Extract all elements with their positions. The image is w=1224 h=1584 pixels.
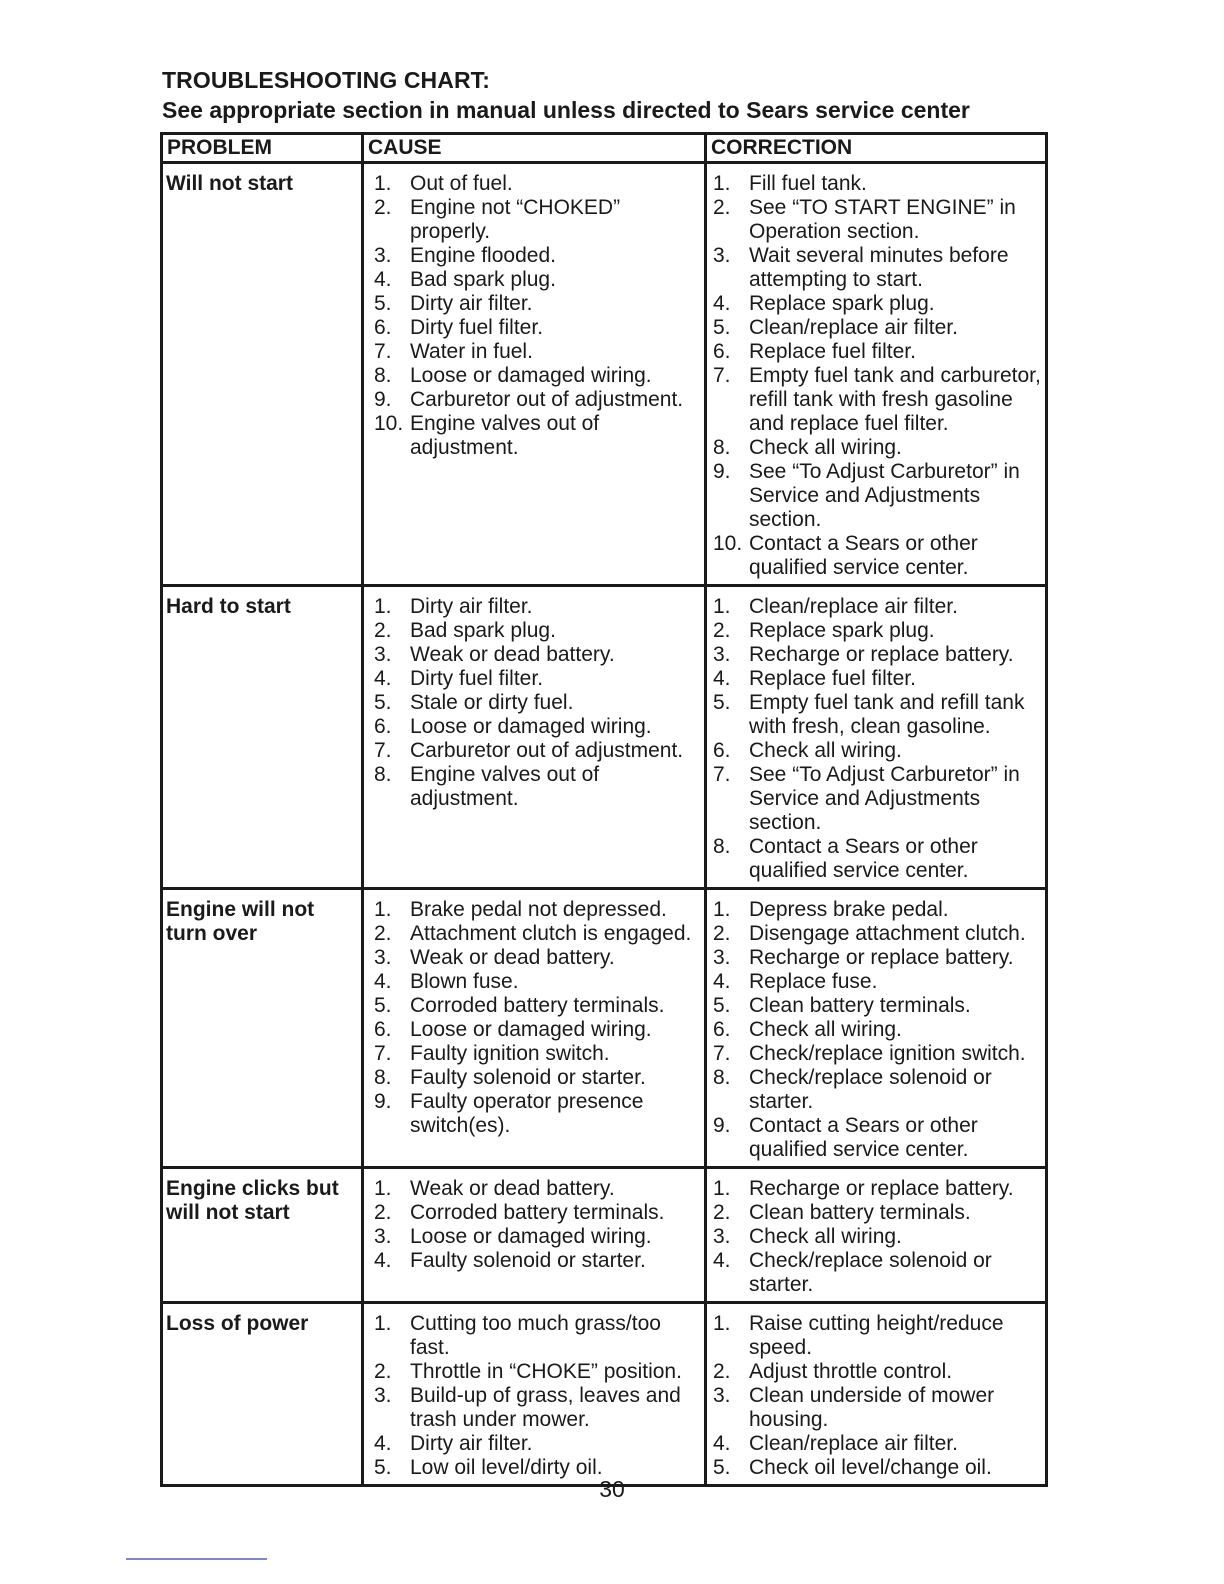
list-item bbox=[364, 1225, 704, 1249]
correction-list bbox=[707, 172, 1045, 580]
item-number: 6. bbox=[374, 715, 392, 738]
item-text: Recharge or replace battery. bbox=[749, 946, 1014, 969]
item-number: 2. bbox=[374, 1201, 392, 1224]
list-item bbox=[364, 1042, 704, 1066]
list-item bbox=[707, 436, 1045, 460]
item-number: 2. bbox=[374, 1360, 392, 1383]
table-row bbox=[162, 163, 1047, 586]
item-text: Corroded battery terminals. bbox=[410, 994, 665, 1017]
item-text: Replace spark plug. bbox=[749, 619, 935, 642]
item-text: Faulty ignition switch. bbox=[410, 1042, 610, 1065]
correction-cell bbox=[706, 163, 1047, 586]
header-cause: CAUSE bbox=[363, 134, 706, 163]
item-text: Attachment clutch is engaged. bbox=[410, 922, 692, 945]
item-text: Clean/replace air filter. bbox=[749, 595, 958, 618]
item-number: 1. bbox=[374, 898, 392, 921]
item-text: Empty fuel tank and carburetor, refill tank with fresh gasoline and replace fuel filter. bbox=[749, 364, 1041, 435]
item-number: 1. bbox=[713, 1177, 731, 1200]
list-item bbox=[707, 946, 1045, 970]
item-text: Empty fuel tank and refill tank with fresh, clean gasoline. bbox=[749, 691, 1025, 738]
item-number: 2. bbox=[713, 196, 731, 219]
item-number: 4. bbox=[713, 1432, 731, 1455]
header-correction: CORRECTION bbox=[706, 134, 1047, 163]
item-number: 10. bbox=[713, 532, 743, 555]
item-text: Dirty air filter. bbox=[410, 595, 533, 618]
item-text: Check all wiring. bbox=[749, 436, 902, 459]
list-item bbox=[707, 1042, 1045, 1066]
item-number: 5. bbox=[713, 1456, 731, 1479]
item-text: Depress brake pedal. bbox=[749, 898, 949, 921]
cause-cell bbox=[363, 1303, 706, 1486]
correction-list bbox=[707, 1177, 1045, 1297]
item-number: 4. bbox=[374, 1432, 392, 1455]
list-item bbox=[707, 1360, 1045, 1384]
item-text: Wait several minutes before attempting to start. bbox=[749, 244, 1009, 291]
list-item bbox=[707, 340, 1045, 364]
list-item bbox=[707, 739, 1045, 763]
item-number: 8. bbox=[713, 1066, 731, 1089]
list-item bbox=[364, 739, 704, 763]
table-row bbox=[162, 1168, 1047, 1303]
footer-rule bbox=[126, 1558, 267, 1560]
list-item bbox=[707, 922, 1045, 946]
item-number: 2. bbox=[374, 196, 392, 219]
list-item bbox=[364, 412, 704, 460]
item-number: 6. bbox=[374, 1018, 392, 1041]
item-text: Water in fuel. bbox=[410, 340, 533, 363]
list-item bbox=[364, 619, 704, 643]
item-text: Check/replace solenoid or starter. bbox=[749, 1249, 992, 1296]
list-item bbox=[364, 1432, 704, 1456]
item-number: 1. bbox=[374, 1312, 392, 1335]
correction-cell bbox=[706, 1168, 1047, 1303]
list-item bbox=[707, 1225, 1045, 1249]
list-item bbox=[364, 595, 704, 619]
page-number: 30 bbox=[599, 1476, 625, 1502]
item-text: Replace spark plug. bbox=[749, 292, 935, 315]
item-text: Weak or dead battery. bbox=[410, 946, 615, 969]
item-number: 2. bbox=[713, 619, 731, 642]
correction-cell bbox=[706, 586, 1047, 889]
list-item bbox=[707, 1018, 1045, 1042]
cause-list bbox=[364, 595, 704, 811]
list-item bbox=[707, 691, 1045, 739]
item-text: Weak or dead battery. bbox=[410, 1177, 615, 1200]
chart-subtitle: See appropriate section in manual unless directed to Sears service center bbox=[162, 97, 970, 123]
item-text: Engine flooded. bbox=[410, 244, 556, 267]
item-number: 6. bbox=[374, 316, 392, 339]
list-item bbox=[707, 196, 1045, 244]
list-item bbox=[364, 364, 704, 388]
list-item bbox=[364, 970, 704, 994]
problem-cell: Engine will not turn over bbox=[162, 889, 363, 1168]
item-number: 3. bbox=[713, 946, 731, 969]
item-number: 2. bbox=[374, 619, 392, 642]
item-text: Check/replace ignition switch. bbox=[749, 1042, 1026, 1065]
item-text: Dirty fuel filter. bbox=[410, 667, 544, 690]
list-item bbox=[707, 1384, 1045, 1432]
list-item bbox=[364, 340, 704, 364]
problem-cell: Hard to start bbox=[162, 586, 363, 889]
list-item bbox=[364, 172, 704, 196]
item-number: 3. bbox=[374, 1384, 392, 1407]
list-item bbox=[364, 292, 704, 316]
cause-cell bbox=[363, 586, 706, 889]
item-number: 2. bbox=[713, 1360, 731, 1383]
item-number: 3. bbox=[374, 1225, 392, 1248]
item-number: 7. bbox=[713, 1042, 731, 1065]
item-text: Contact a Sears or other qualified service center. bbox=[749, 1114, 978, 1161]
list-item bbox=[364, 643, 704, 667]
list-item bbox=[707, 619, 1045, 643]
list-item bbox=[364, 244, 704, 268]
item-text: Fill fuel tank. bbox=[749, 172, 867, 195]
item-text: Contact a Sears or other qualified service center. bbox=[749, 835, 978, 882]
cause-list bbox=[364, 172, 704, 460]
item-number: 5. bbox=[374, 1456, 392, 1479]
item-text: Replace fuel filter. bbox=[749, 667, 916, 690]
problem-cell: Loss of power bbox=[162, 1303, 363, 1486]
item-number: 6. bbox=[713, 739, 731, 762]
list-item bbox=[364, 946, 704, 970]
cause-list bbox=[364, 1177, 704, 1273]
list-item bbox=[364, 763, 704, 811]
item-number: 1. bbox=[713, 595, 731, 618]
cause-cell bbox=[363, 163, 706, 586]
item-number: 5. bbox=[713, 994, 731, 1017]
list-item bbox=[364, 898, 704, 922]
item-number: 3. bbox=[713, 643, 731, 666]
list-item bbox=[707, 316, 1045, 340]
item-text: Engine not “CHOKED” properly. bbox=[410, 196, 621, 243]
list-item bbox=[707, 292, 1045, 316]
list-item bbox=[707, 970, 1045, 994]
table-row bbox=[162, 889, 1047, 1168]
list-item bbox=[707, 1066, 1045, 1114]
item-text: Clean battery terminals. bbox=[749, 994, 971, 1017]
list-item bbox=[707, 1201, 1045, 1225]
item-number: 4. bbox=[713, 1249, 731, 1272]
item-text: Brake pedal not depressed. bbox=[410, 898, 667, 921]
item-number: 4. bbox=[374, 970, 392, 993]
item-number: 3. bbox=[374, 946, 392, 969]
item-text: Faulty operator presence switch(es). bbox=[410, 1090, 644, 1137]
item-number: 7. bbox=[374, 739, 392, 762]
item-number: 8. bbox=[374, 1066, 392, 1089]
list-item bbox=[364, 316, 704, 340]
list-item bbox=[364, 1312, 704, 1360]
correction-cell bbox=[706, 889, 1047, 1168]
list-item bbox=[707, 898, 1045, 922]
item-text: Loose or damaged wiring. bbox=[410, 715, 652, 738]
list-item bbox=[707, 364, 1045, 436]
item-number: 7. bbox=[713, 763, 731, 786]
item-text: Check oil level/change oil. bbox=[749, 1456, 992, 1479]
list-item bbox=[707, 835, 1045, 883]
item-text: Bad spark plug. bbox=[410, 268, 556, 291]
list-item bbox=[364, 1249, 704, 1273]
item-number: 5. bbox=[374, 691, 392, 714]
item-number: 3. bbox=[374, 244, 392, 267]
item-number: 7. bbox=[374, 1042, 392, 1065]
item-number: 2. bbox=[713, 922, 731, 945]
item-number: 1. bbox=[713, 1312, 731, 1335]
item-number: 5. bbox=[374, 292, 392, 315]
list-item bbox=[364, 1018, 704, 1042]
item-text: Clean/replace air filter. bbox=[749, 316, 958, 339]
list-item bbox=[707, 1114, 1045, 1162]
item-text: Cutting too much grass/too fast. bbox=[410, 1312, 661, 1359]
item-number: 8. bbox=[713, 835, 731, 858]
item-text: Replace fuel filter. bbox=[749, 340, 916, 363]
item-number: 3. bbox=[713, 1225, 731, 1248]
item-text: Dirty fuel filter. bbox=[410, 316, 544, 339]
item-number: 2. bbox=[374, 922, 392, 945]
table-body bbox=[162, 163, 1047, 1486]
correction-cell bbox=[706, 1303, 1047, 1486]
item-text: Check/replace solenoid or starter. bbox=[749, 1066, 992, 1113]
item-number: 9. bbox=[713, 460, 731, 483]
item-text: Recharge or replace battery. bbox=[749, 1177, 1014, 1200]
item-number: 4. bbox=[713, 292, 731, 315]
chart-title: TROUBLESHOOTING CHART: bbox=[162, 67, 491, 93]
item-number: 4. bbox=[713, 667, 731, 690]
item-number: 1. bbox=[713, 898, 731, 921]
troubleshooting-table bbox=[160, 132, 1048, 1487]
item-text: See “TO START ENGINE” in Operation section. bbox=[749, 196, 1016, 243]
item-number: 10. bbox=[374, 412, 404, 435]
item-text: Clean underside of mower housing. bbox=[749, 1384, 995, 1431]
list-item bbox=[364, 388, 704, 412]
table-row bbox=[162, 586, 1047, 889]
item-text: Out of fuel. bbox=[410, 172, 513, 195]
header-row bbox=[162, 134, 1047, 163]
item-text: Bad spark plug. bbox=[410, 619, 556, 642]
item-text: Recharge or replace battery. bbox=[749, 643, 1014, 666]
item-number: 4. bbox=[374, 1249, 392, 1272]
item-number: 8. bbox=[374, 364, 392, 387]
cause-cell bbox=[363, 1168, 706, 1303]
list-item bbox=[707, 763, 1045, 835]
problem-cell: Will not start bbox=[162, 163, 363, 586]
cause-cell bbox=[363, 889, 706, 1168]
item-number: 6. bbox=[713, 1018, 731, 1041]
list-item bbox=[364, 1090, 704, 1138]
item-text: Disengage attachment clutch. bbox=[749, 922, 1026, 945]
item-number: 8. bbox=[374, 763, 392, 786]
item-text: Carburetor out of adjustment. bbox=[410, 388, 684, 411]
item-text: Weak or dead battery. bbox=[410, 643, 615, 666]
item-text: Clean/replace air filter. bbox=[749, 1432, 958, 1455]
item-text: Replace fuse. bbox=[749, 970, 878, 993]
item-number: 1. bbox=[713, 172, 731, 195]
item-text: Faulty solenoid or starter. bbox=[410, 1066, 646, 1089]
list-item bbox=[364, 1360, 704, 1384]
list-item bbox=[364, 268, 704, 292]
item-number: 7. bbox=[713, 364, 731, 387]
item-number: 5. bbox=[713, 316, 731, 339]
item-text: Adjust throttle control. bbox=[749, 1360, 953, 1383]
table-row bbox=[162, 1303, 1047, 1486]
item-text: Contact a Sears or other qualified service center. bbox=[749, 532, 978, 579]
list-item bbox=[364, 1066, 704, 1090]
header-problem: PROBLEM bbox=[162, 134, 363, 163]
list-item bbox=[707, 172, 1045, 196]
list-item bbox=[364, 691, 704, 715]
item-number: 1. bbox=[374, 595, 392, 618]
item-number: 7. bbox=[374, 340, 392, 363]
list-item bbox=[707, 1249, 1045, 1297]
item-number: 5. bbox=[713, 691, 731, 714]
item-number: 6. bbox=[713, 340, 731, 363]
list-item bbox=[707, 1432, 1045, 1456]
item-number: 3. bbox=[374, 643, 392, 666]
cause-list bbox=[364, 1312, 704, 1480]
item-text: Build-up of grass, leaves and trash under mower. bbox=[410, 1384, 681, 1431]
list-item bbox=[707, 994, 1045, 1018]
item-text: Loose or damaged wiring. bbox=[410, 364, 652, 387]
item-text: Blown fuse. bbox=[410, 970, 519, 993]
item-text: Check all wiring. bbox=[749, 1225, 902, 1248]
item-text: Dirty air filter. bbox=[410, 1432, 533, 1455]
problem-cell: Engine clicks but will not start bbox=[162, 1168, 363, 1303]
item-text: Check all wiring. bbox=[749, 739, 902, 762]
list-item bbox=[364, 922, 704, 946]
item-text: Carburetor out of adjustment. bbox=[410, 739, 684, 762]
item-text: Dirty air filter. bbox=[410, 292, 533, 315]
item-text: See “To Adjust Carburetor” in Service and Adjustments section. bbox=[749, 460, 1020, 531]
item-text: Clean battery terminals. bbox=[749, 1201, 971, 1224]
list-item bbox=[364, 1201, 704, 1225]
item-text: Stale or dirty fuel. bbox=[410, 691, 574, 714]
item-text: Raise cutting height/reduce speed. bbox=[749, 1312, 1004, 1359]
cause-list bbox=[364, 898, 704, 1138]
list-item bbox=[364, 715, 704, 739]
item-number: 4. bbox=[374, 667, 392, 690]
item-text: Low oil level/dirty oil. bbox=[410, 1456, 603, 1479]
item-text: Loose or damaged wiring. bbox=[410, 1018, 652, 1041]
item-number: 3. bbox=[713, 1384, 731, 1407]
item-number: 2. bbox=[713, 1201, 731, 1224]
list-item bbox=[364, 196, 704, 244]
item-number: 5. bbox=[374, 994, 392, 1017]
list-item bbox=[707, 1312, 1045, 1360]
list-item bbox=[707, 643, 1045, 667]
list-item bbox=[707, 595, 1045, 619]
item-number: 9. bbox=[713, 1114, 731, 1137]
item-text: Faulty solenoid or starter. bbox=[410, 1249, 646, 1272]
item-text: Engine valves out of adjustment. bbox=[410, 412, 600, 459]
list-item bbox=[364, 1177, 704, 1201]
item-number: 9. bbox=[374, 1090, 392, 1113]
correction-list bbox=[707, 1312, 1045, 1480]
correction-list bbox=[707, 595, 1045, 883]
list-item bbox=[707, 667, 1045, 691]
item-text: Check all wiring. bbox=[749, 1018, 902, 1041]
list-item bbox=[707, 244, 1045, 292]
correction-list bbox=[707, 898, 1045, 1162]
list-item bbox=[707, 1177, 1045, 1201]
item-number: 1. bbox=[374, 1177, 392, 1200]
list-item bbox=[364, 667, 704, 691]
item-number: 4. bbox=[713, 970, 731, 993]
item-text: See “To Adjust Carburetor” in Service and Adjustments section. bbox=[749, 763, 1020, 834]
list-item bbox=[707, 532, 1045, 580]
list-item bbox=[364, 994, 704, 1018]
item-text: Throttle in “CHOKE” position. bbox=[410, 1360, 682, 1383]
item-text: Loose or damaged wiring. bbox=[410, 1225, 652, 1248]
item-number: 8. bbox=[713, 436, 731, 459]
item-number: 1. bbox=[374, 172, 392, 195]
list-item bbox=[707, 460, 1045, 532]
item-number: 9. bbox=[374, 388, 392, 411]
item-text: Engine valves out of adjustment. bbox=[410, 763, 600, 810]
list-item bbox=[364, 1384, 704, 1432]
item-number: 3. bbox=[713, 244, 731, 267]
item-number: 4. bbox=[374, 268, 392, 291]
item-text: Corroded battery terminals. bbox=[410, 1201, 665, 1224]
